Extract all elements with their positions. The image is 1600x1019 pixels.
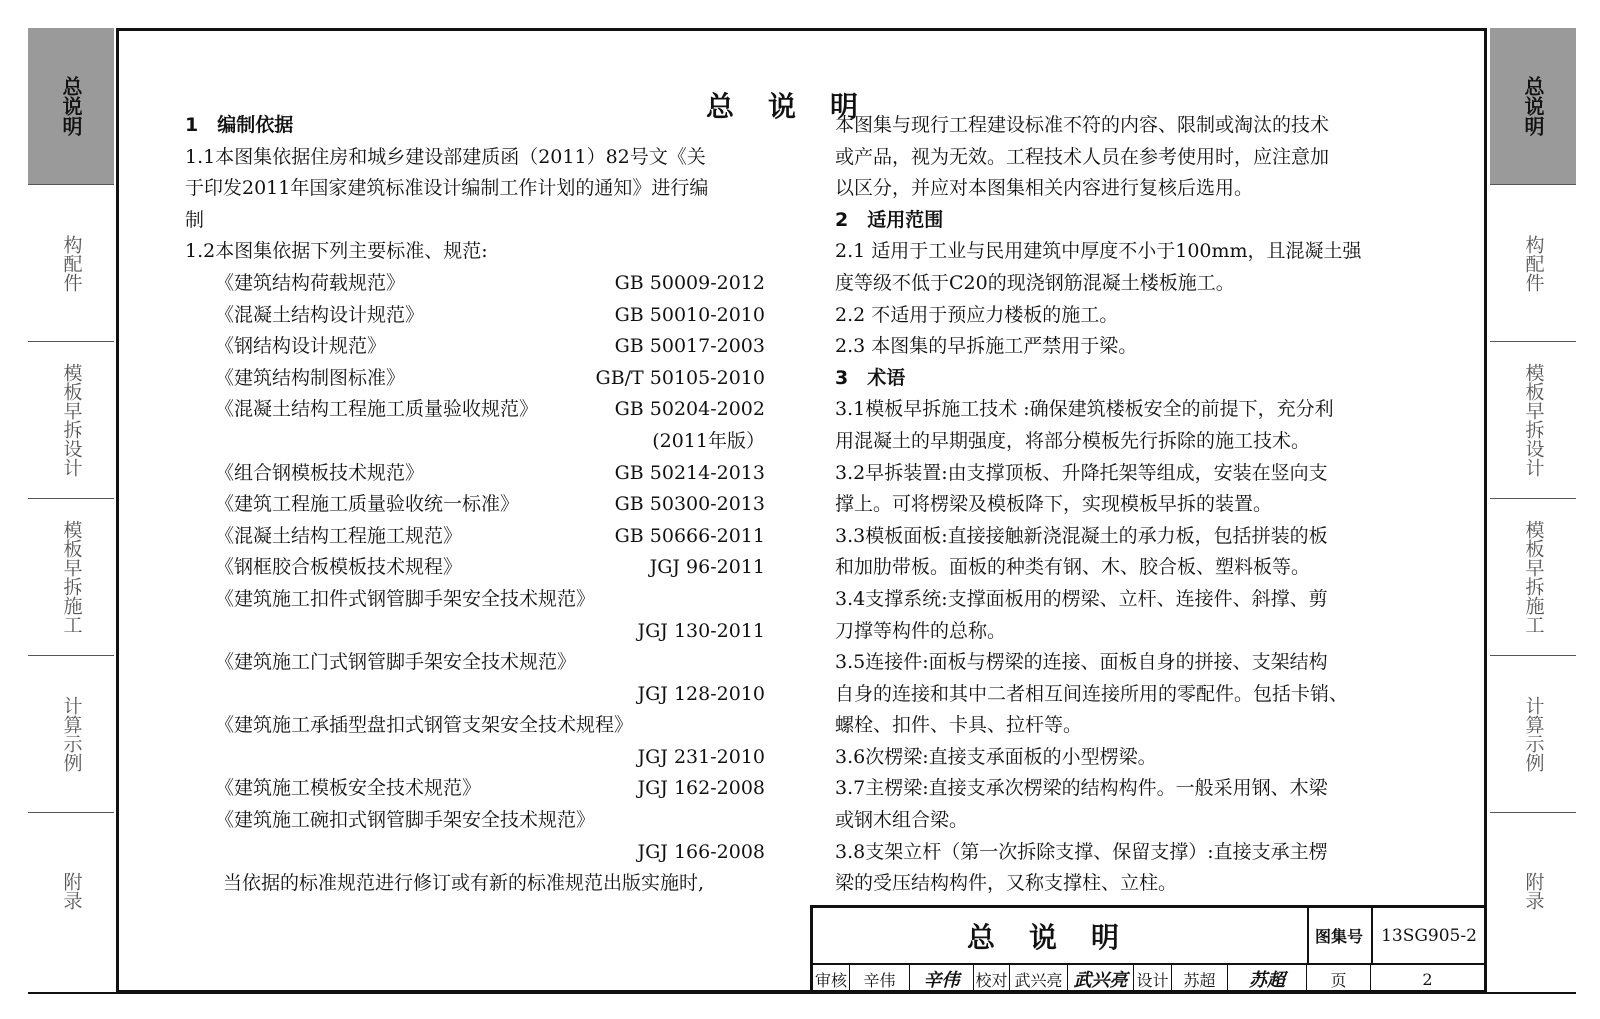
tab-calculation-examples-left[interactable]: 计算示例 xyxy=(28,656,114,813)
standard-item xyxy=(185,363,765,395)
standard-name: 《建筑结构制图标准》 xyxy=(215,366,406,389)
standard-code: GB 50214-2013 xyxy=(614,461,765,484)
section-heading: 2 适用范围 xyxy=(835,208,944,231)
standard-code: JGJ 96-2011 xyxy=(649,556,765,579)
standard-name: 《建筑施工承插型盘扣式钢管支架安全技术规程》 xyxy=(215,714,634,737)
tab-general-notes-left[interactable]: 总说明 xyxy=(28,28,114,185)
paragraph-line: 或钢木组合梁。 xyxy=(835,809,969,832)
right-text-column xyxy=(835,110,1415,900)
standard-item xyxy=(185,521,765,553)
paragraph-line: 梁的受压结构构件，又称支撑柱、立柱。 xyxy=(835,872,1178,895)
atlas-number: 13SG905-2 xyxy=(1381,925,1477,946)
paragraph-line: 2.1 适用于工业与民用建筑中厚度不小于100mm，且混凝土强 xyxy=(835,240,1362,263)
standard-code: JGJ 128-2010 xyxy=(637,682,765,705)
tab-appendix-left[interactable]: 附录 xyxy=(60,872,83,910)
paragraph-line: 3.2早拆装置:由支撑顶板、升降托架等组成，安装在竖向支 xyxy=(835,461,1328,484)
paragraph-line: 自身的连接和其中二者相互间连接所用的零配件。包括卡销、 xyxy=(835,682,1349,705)
title-block xyxy=(810,905,1487,993)
paragraph-line: 度等级不低于C20的现浇钢筋混凝土楼板施工。 xyxy=(835,271,1235,294)
title-block-signature-row xyxy=(813,965,1484,993)
title-block-title: 总说明 xyxy=(813,908,1309,963)
tab-early-removal-design-left[interactable]: 模板早拆设计 xyxy=(28,342,114,499)
standard-code: GB 50204-2002 xyxy=(614,398,765,421)
standard-item xyxy=(185,773,765,805)
standard-name: 《钢框胶合板模板技术规程》 xyxy=(215,556,463,579)
paragraph-line: 2.3 本图集的早拆施工严禁用于梁。 xyxy=(835,335,1138,358)
standard-item xyxy=(185,837,765,869)
section-heading: 3 术语 xyxy=(835,366,906,389)
page-number: 2 xyxy=(1422,969,1433,989)
paragraph-line: 1.1本图集依据住房和城乡建设部建质函（2011）82号文《关 xyxy=(185,145,706,168)
tab-components-right[interactable]: 构配件 xyxy=(1490,185,1576,342)
checker-signature: 武兴亮 xyxy=(1068,965,1134,993)
paragraph-line: 当依据的标准规范进行修订或有新的标准规范出版实施时, xyxy=(223,872,705,895)
standard-item xyxy=(185,742,765,774)
check-label: 校对 xyxy=(974,965,1010,993)
standard-name: 《组合钢模板技术规范》 xyxy=(215,461,425,484)
standard-name: 《混凝土结构工程施工规范》 xyxy=(215,524,463,547)
page-label: 页 xyxy=(1307,965,1371,993)
paragraph-line: 3.3模板面板:直接接触新浇混凝土的承力板，包括拼装的板 xyxy=(835,524,1328,547)
paragraph-line: 用混凝土的早期强度，将部分模板先行拆除的施工技术。 xyxy=(835,429,1311,452)
standard-code: GB/T 50105-2010 xyxy=(595,366,765,389)
atlas-number-label: 图集号 xyxy=(1307,908,1373,963)
standard-name: 《建筑结构荷载规范》 xyxy=(215,271,406,294)
paragraph-line: 3.4支撑系统:支撑面板用的楞梁、立杆、连接件、斜撑、剪 xyxy=(835,587,1328,610)
paragraph-line: 和加肋带板。面板的种类有钢、木、胶合板、塑料板等。 xyxy=(835,556,1311,579)
standard-code: JGJ 166-2008 xyxy=(637,840,765,863)
standard-code: JGJ 162-2008 xyxy=(637,777,765,800)
standard-item xyxy=(185,616,765,648)
standard-item xyxy=(185,552,765,584)
standard-item xyxy=(185,584,765,616)
standard-name: 《建筑工程施工质量验收统一标准》 xyxy=(215,493,520,516)
standard-name: 《建筑施工碗扣式钢管脚手架安全技术规范》 xyxy=(215,809,596,832)
paragraph-line: 3.6次楞梁:直接支承面板的小型楞梁。 xyxy=(835,745,1157,768)
standard-item xyxy=(185,268,765,300)
section-heading-basis: 1 编制依据 xyxy=(185,114,294,136)
paragraph-line: 螺栓、扣件、卡具、拉杆等。 xyxy=(835,714,1083,737)
standard-name: 《建筑施工模板安全技术规范》 xyxy=(215,777,482,800)
checker-name: 武兴亮 xyxy=(1010,965,1068,993)
standards-list xyxy=(185,268,765,868)
standard-item xyxy=(185,426,765,458)
paragraph-line: 2.2 不适用于预应力楼板的施工。 xyxy=(835,303,1119,326)
paragraph-line: 撑上。可将楞梁及模板降下，实现模板早拆的装置。 xyxy=(835,493,1273,516)
paragraph-line: 3.8支架立杆（第一次拆除支撑、保留支撑）:直接支承主楞 xyxy=(835,840,1328,863)
paragraph-line: 或产品，视为无效。工程技术人员在参考使用时，应注意加 xyxy=(835,145,1330,168)
standard-item xyxy=(185,679,765,711)
standard-code: GB 50010-2010 xyxy=(614,303,765,326)
tab-calculation-examples-right[interactable]: 计算示例 xyxy=(1490,656,1576,813)
standard-item xyxy=(185,805,765,837)
standard-item xyxy=(185,647,765,679)
standard-code: GB 50009-2012 xyxy=(614,271,765,294)
tab-early-removal-design-right[interactable]: 模板早拆设计 xyxy=(1490,342,1576,499)
standard-item xyxy=(185,489,765,521)
standard-code: JGJ 231-2010 xyxy=(637,745,765,768)
standard-code: GB 50666-2011 xyxy=(614,524,765,547)
standard-code: JGJ 130-2011 xyxy=(637,619,765,642)
tab-components-left[interactable]: 构配件 xyxy=(28,185,114,342)
standard-code: GB 50300-2013 xyxy=(614,493,765,516)
standard-item xyxy=(185,331,765,363)
standard-name: 《建筑施工扣件式钢管脚手架安全技术规范》 xyxy=(215,587,596,610)
paragraph-line: 以区分，并应对本图集相关内容进行复核后选用。 xyxy=(835,177,1254,200)
tab-early-removal-construction-right[interactable]: 模板早拆施工 xyxy=(1490,499,1576,656)
tab-early-removal-construction-left[interactable]: 模板早拆施工 xyxy=(28,499,114,656)
standard-code: GB 50017-2003 xyxy=(614,335,765,358)
paragraph-line: 1.2本图集依据下列主要标准、规范: xyxy=(185,240,488,263)
reviewer-signature: 辛伟 xyxy=(910,965,974,993)
review-label: 审核 xyxy=(813,965,850,993)
standard-name: 《混凝土结构工程施工质量验收规范》 xyxy=(215,398,539,421)
page-title: 总说明 xyxy=(706,90,893,123)
tab-general-notes-right[interactable]: 总说明 xyxy=(1490,28,1576,185)
standard-name: 《钢结构设计规范》 xyxy=(215,335,387,358)
paragraph-line: 本图集与现行工程建设标准不符的内容、限制或淘汰的技术 xyxy=(835,114,1330,136)
designer-signature: 苏超 xyxy=(1228,965,1307,993)
standard-name: 《混凝土结构设计规范》 xyxy=(215,303,425,326)
standard-code: (2011年版） xyxy=(652,429,765,452)
paragraph-line: 3.5连接件:面板与楞梁的连接、面板自身的拼接、支架结构 xyxy=(835,651,1328,674)
reviewer-name: 辛伟 xyxy=(850,965,910,993)
designer-name: 苏超 xyxy=(1172,965,1228,993)
standard-name: 《建筑施工门式钢管脚手架安全技术规范》 xyxy=(215,651,577,674)
tab-appendix-right[interactable]: 附录 xyxy=(1522,872,1545,910)
title-block-top-row xyxy=(813,908,1484,965)
standard-item xyxy=(185,458,765,490)
standard-item xyxy=(185,710,765,742)
paragraph-line: 3.7主楞梁:直接支承次楞梁的结构构件。一般采用钢、木梁 xyxy=(835,777,1328,800)
paragraph-line: 刀撑等构件的总称。 xyxy=(835,619,1007,642)
paragraph-line: 3.1模板早拆施工技术 :确保建筑楼板安全的前提下，充分利 xyxy=(835,398,1334,421)
standard-item xyxy=(185,300,765,332)
left-text-column xyxy=(185,110,765,900)
paragraph-line: 制 xyxy=(185,208,205,231)
paragraph-line: 于印发2011年国家建筑标准设计编制工作计划的通知》进行编 xyxy=(185,177,709,200)
design-label: 设计 xyxy=(1134,965,1172,993)
standard-item xyxy=(185,394,765,426)
